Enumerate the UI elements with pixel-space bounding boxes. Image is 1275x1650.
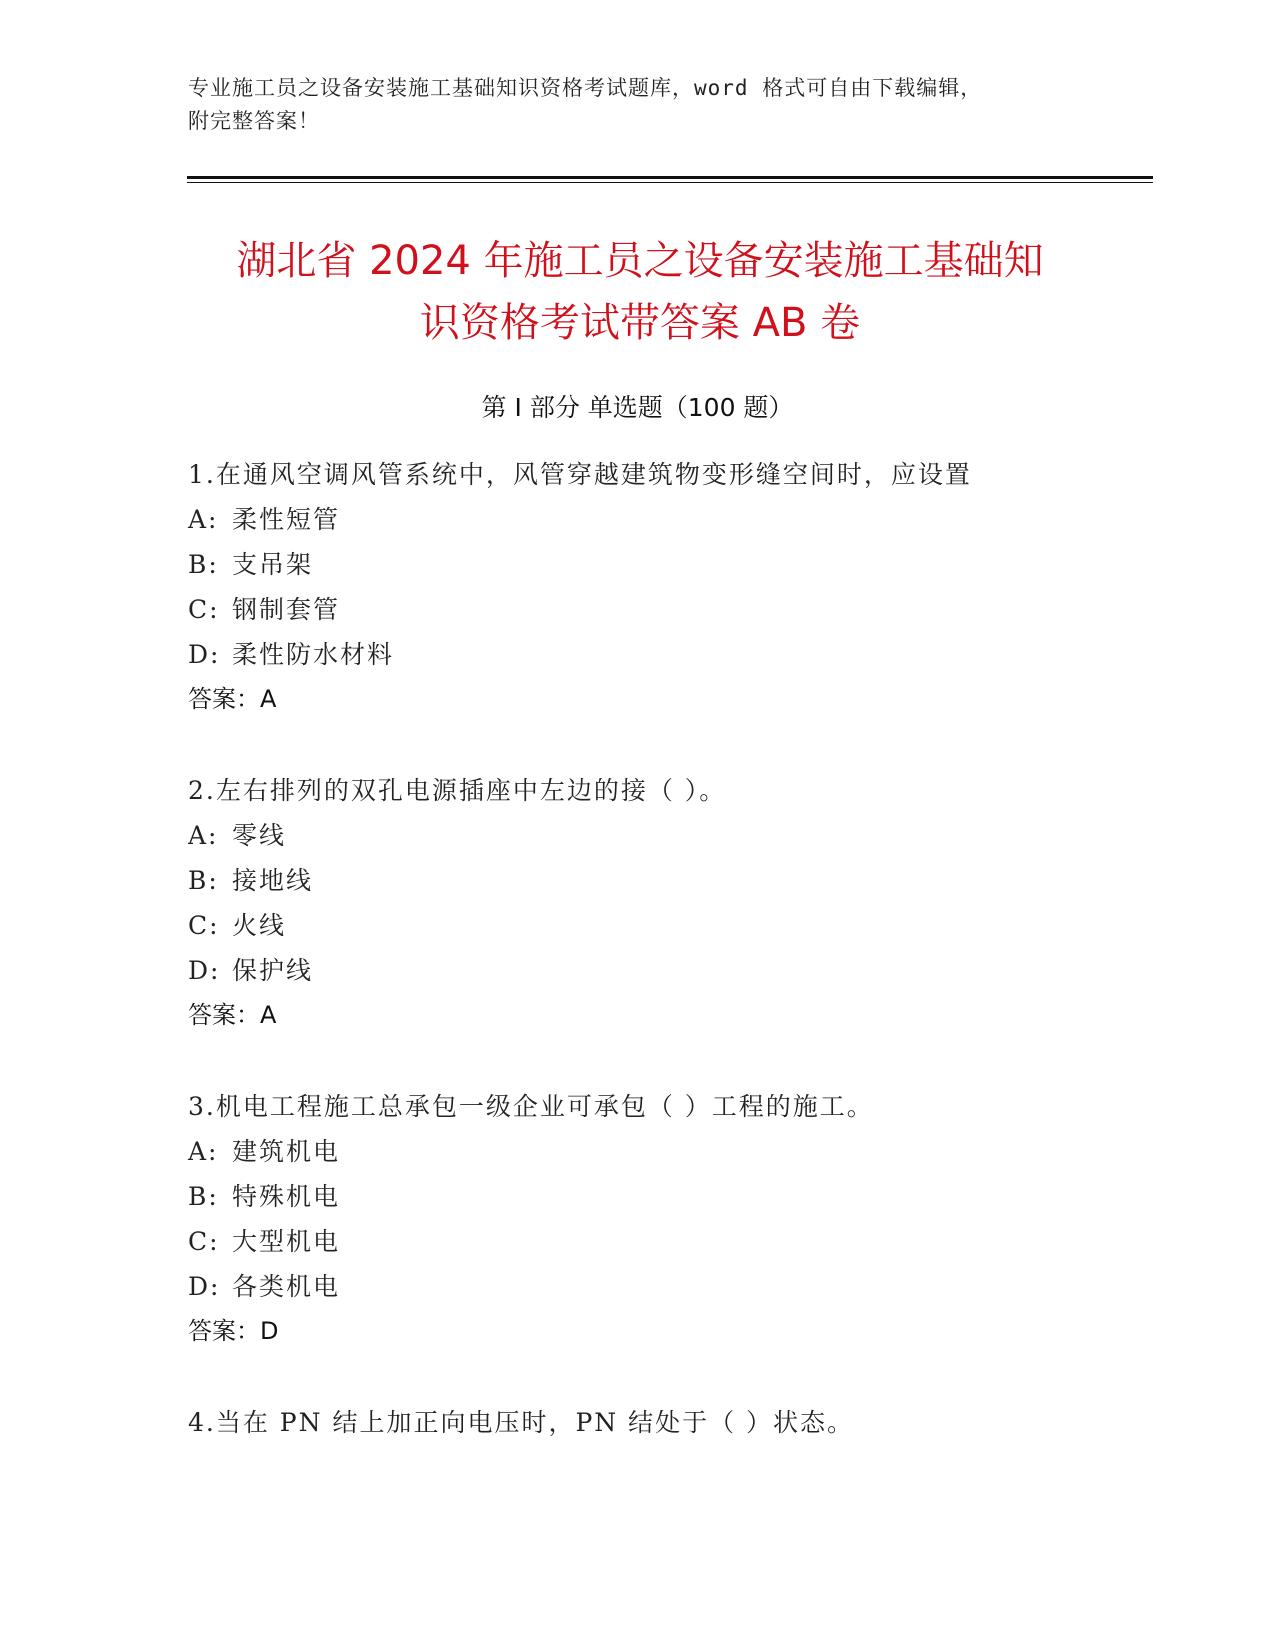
option-text: 零线 — [232, 821, 287, 850]
answer-line: 答案：D — [188, 1317, 279, 1345]
option-letter: C: — [188, 911, 220, 940]
option-d — [188, 1264, 1148, 1309]
option-text: 特殊机电 — [232, 1182, 341, 1211]
option-c — [188, 903, 1148, 948]
option-text: 柔性防水材料 — [232, 640, 395, 669]
option-c — [188, 587, 1148, 632]
title-line-2: 识资格考试带答案 AB 卷 — [419, 300, 861, 346]
option-a — [188, 1129, 1148, 1174]
option-text: 保护线 — [232, 956, 314, 985]
option-text: 接地线 — [232, 866, 314, 895]
option-letter: A: — [188, 505, 219, 534]
option-b — [188, 542, 1148, 587]
option-letter: D: — [188, 956, 221, 985]
option-text: 建筑机电 — [232, 1137, 341, 1166]
header-line-2: 附完整答案！ — [188, 109, 320, 133]
question-stem: 1.在通风空调风管系统中，风管穿越建筑物变形缝空间时，应设置 — [188, 460, 972, 489]
option-text: 钢制套管 — [232, 595, 341, 624]
question-stem: 2.左右排列的双孔电源插座中左边的接（ ）。 — [188, 776, 727, 805]
option-text: 大型机电 — [232, 1227, 341, 1256]
question-4 — [188, 1400, 1148, 1445]
option-a — [188, 497, 1148, 542]
option-c — [188, 1219, 1148, 1264]
header-rule-thick — [187, 176, 1153, 179]
header-line-1: 专业施工员之设备安装施工基础知识资格考试题库，word 格式可自由下载编辑， — [188, 76, 983, 100]
option-d — [188, 948, 1148, 993]
option-letter: C: — [188, 595, 220, 624]
question-stem: 3.机电工程施工总承包一级企业可承包（ ）工程的施工。 — [188, 1092, 874, 1121]
option-text: 火线 — [232, 911, 287, 940]
option-letter: A: — [188, 1137, 219, 1166]
option-b — [188, 1174, 1148, 1219]
section-heading: 第 I 部分 单选题（100 题） — [481, 393, 794, 422]
header-rule-thin — [187, 182, 1153, 183]
option-text: 支吊架 — [232, 550, 314, 579]
option-b — [188, 858, 1148, 903]
header-note — [188, 72, 1088, 138]
option-text: 柔性短管 — [232, 505, 341, 534]
question-3 — [188, 1084, 1148, 1354]
option-d — [188, 632, 1148, 677]
option-text: 各类机电 — [232, 1272, 341, 1301]
option-letter: B: — [188, 550, 219, 579]
title-line-1: 湖北省 2024 年施工员之设备安装施工基础知 — [236, 238, 1044, 284]
answer-line: 答案：A — [188, 1001, 277, 1029]
option-letter: D: — [188, 640, 221, 669]
answer-line: 答案：A — [188, 685, 277, 713]
option-letter: B: — [188, 1182, 219, 1211]
option-a — [188, 813, 1148, 858]
question-1 — [188, 452, 1148, 722]
option-letter: B: — [188, 866, 219, 895]
option-letter: C: — [188, 1227, 220, 1256]
option-letter: A: — [188, 821, 219, 850]
document-title — [160, 230, 1120, 354]
question-stem: 4.当在 PN 结上加正向电压时，PN 结处于（ ）状态。 — [188, 1408, 855, 1437]
question-2 — [188, 768, 1148, 1038]
option-letter: D: — [188, 1272, 221, 1301]
